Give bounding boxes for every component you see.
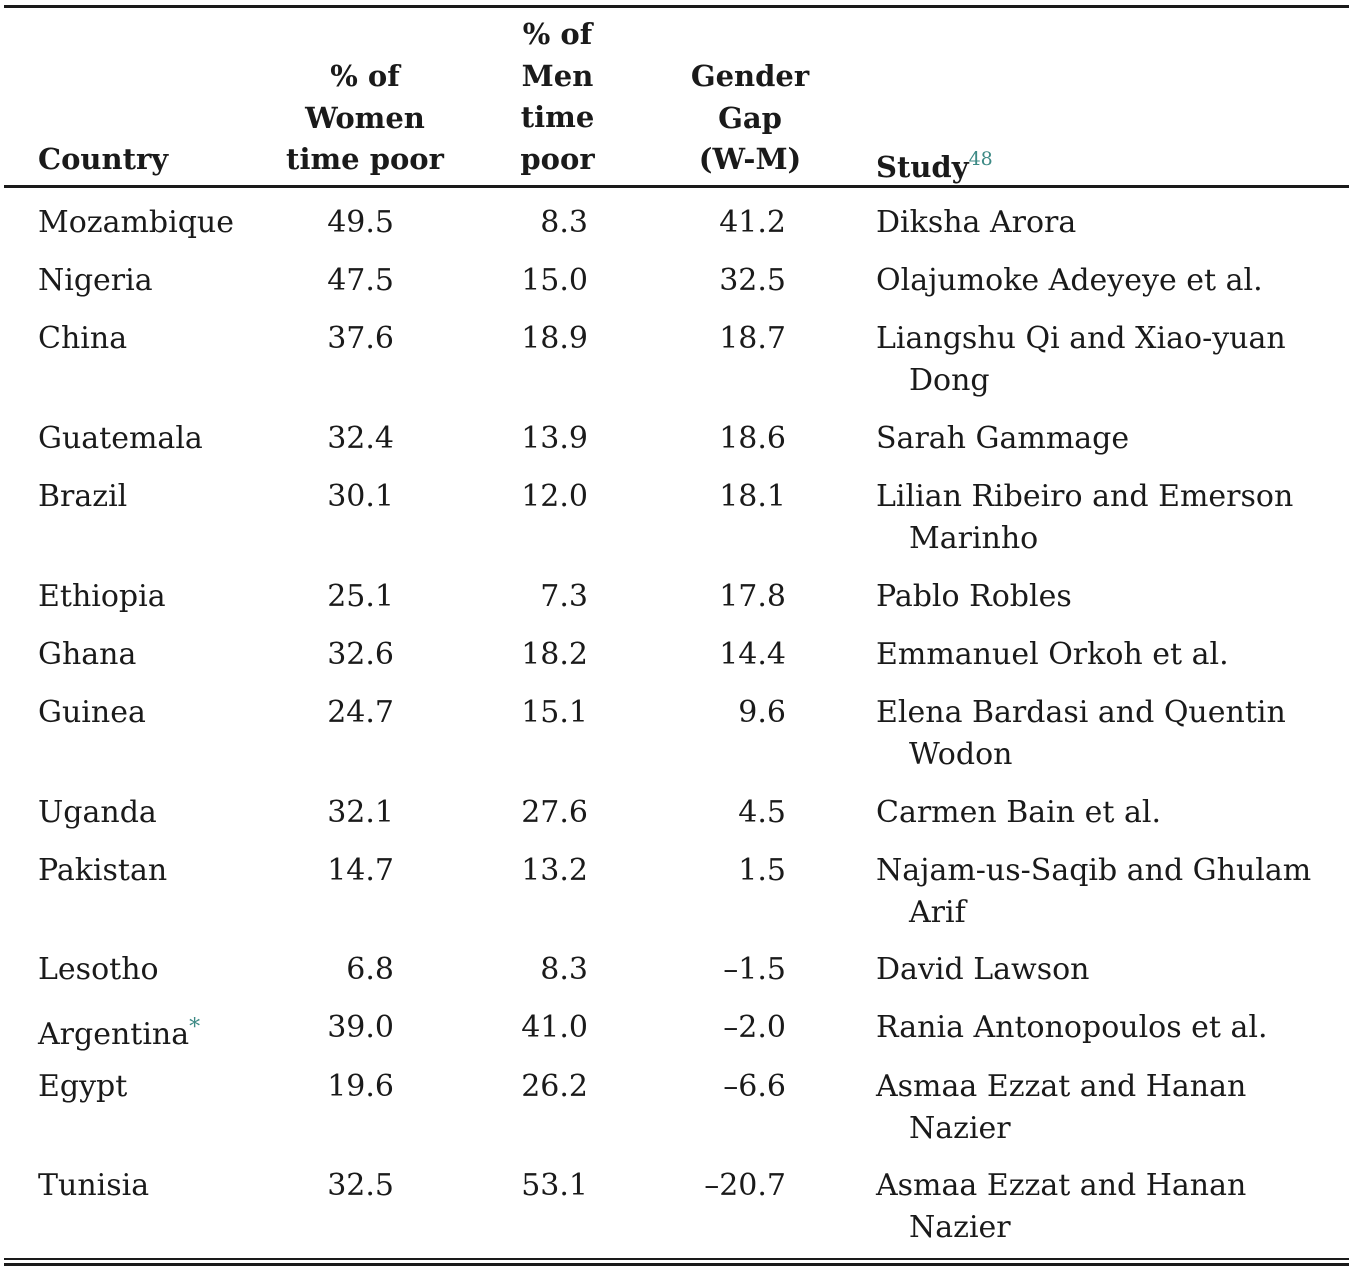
study-line: Olajumoke Adeyeye et al.: [876, 263, 1263, 298]
cell-study: [876, 850, 1316, 934]
cell-study: [876, 949, 1316, 991]
cell-women-pct: 32.5: [327, 1168, 394, 1203]
cell-country: Tunisia: [38, 1168, 150, 1203]
study-line: Nazier: [909, 1111, 1011, 1146]
study-line: Emmanuel Orkoh et al.: [876, 637, 1229, 672]
cell-gender-gap: 17.8: [719, 579, 786, 614]
cell-men-pct: 7.3: [540, 579, 588, 614]
cell-gender-gap: 14.4: [719, 637, 786, 672]
cell-study: [876, 418, 1316, 460]
cell-country: Guatemala: [38, 421, 203, 456]
cell-women-pct: 32.4: [327, 421, 394, 456]
study-line: Diksha Arora: [876, 205, 1077, 240]
cell-gender-gap: 1.5: [738, 853, 786, 888]
study-line: Marinho: [909, 521, 1039, 556]
study-line: Najam-us-Saqib and Ghulam: [876, 853, 1312, 888]
study-line: Asmaa Ezzat and Hanan: [876, 1069, 1247, 1104]
table-bottom-rule: [4, 1258, 1349, 1260]
cell-country: Uganda: [38, 795, 157, 830]
cell-country: Guinea: [38, 695, 146, 730]
study-line: Pablo Robles: [876, 579, 1072, 614]
cell-gender-gap: 18.6: [719, 421, 786, 456]
cell-country: Lesotho: [38, 952, 159, 987]
cell-country: Brazil: [38, 479, 128, 514]
cell-study: [876, 476, 1316, 560]
header-women-time-poor: % of Women time poor: [286, 59, 444, 176]
cell-study: [876, 792, 1316, 834]
cell-gender-gap: 4.5: [738, 795, 786, 830]
cell-men-pct: 27.6: [521, 795, 588, 830]
study-line: Elena Bardasi and Quentin: [876, 695, 1286, 730]
cell-women-pct: 32.1: [327, 795, 394, 830]
cell-gender-gap: –20.7: [704, 1168, 786, 1203]
study-line: Asmaa Ezzat and Hanan: [876, 1168, 1247, 1203]
header-men-time-poor: % of Men time poor: [520, 17, 595, 176]
cell-country: Pakistan: [38, 853, 168, 888]
footnote-marker[interactable]: *: [189, 1015, 201, 1040]
cell-study: [876, 318, 1316, 402]
table-bottom-rule-double: [4, 1263, 1349, 1266]
cell-men-pct: 41.0: [521, 1010, 588, 1045]
cell-women-pct: 47.5: [327, 263, 394, 298]
cell-women-pct: 32.6: [327, 637, 394, 672]
cell-women-pct: 49.5: [327, 205, 394, 240]
footnote-link[interactable]: 48: [968, 148, 993, 170]
study-line: Liangshu Qi and Xiao-yuan: [876, 321, 1286, 356]
header-country: Country: [38, 142, 169, 176]
study-line: Carmen Bain et al.: [876, 795, 1161, 830]
cell-study: [876, 202, 1316, 244]
cell-men-pct: 26.2: [521, 1069, 588, 1104]
cell-men-pct: 15.1: [521, 695, 588, 730]
cell-country: Nigeria: [38, 263, 153, 298]
cell-women-pct: 14.7: [327, 853, 394, 888]
cell-gender-gap: 18.7: [719, 321, 786, 356]
cell-men-pct: 18.9: [521, 321, 588, 356]
cell-gender-gap: 18.1: [719, 479, 786, 514]
cell-gender-gap: 32.5: [719, 263, 786, 298]
cell-gender-gap: –2.0: [723, 1010, 786, 1045]
cell-women-pct: 19.6: [327, 1069, 394, 1104]
cell-men-pct: 13.9: [521, 421, 588, 456]
cell-women-pct: 39.0: [327, 1010, 394, 1045]
cell-country: Argentina*: [38, 1015, 201, 1052]
cell-men-pct: 8.3: [540, 205, 588, 240]
header-rule: [4, 185, 1349, 188]
cell-country: Mozambique: [38, 205, 234, 240]
cell-study: [876, 634, 1316, 676]
cell-men-pct: 15.0: [521, 263, 588, 298]
cell-men-pct: 8.3: [540, 952, 588, 987]
study-line: Wodon: [909, 737, 1013, 772]
cell-country: Egypt: [38, 1069, 128, 1104]
study-line: Nazier: [909, 1210, 1011, 1245]
cell-study: [876, 260, 1316, 302]
header-study: Study$^{48}$: [876, 148, 993, 184]
cell-women-pct: 25.1: [327, 579, 394, 614]
study-line: Arif: [909, 895, 966, 930]
cell-gender-gap: –1.5: [723, 952, 786, 987]
cell-women-pct: 30.1: [327, 479, 394, 514]
cell-women-pct: 24.7: [327, 695, 394, 730]
cell-study: [876, 576, 1316, 618]
study-line: Lilian Ribeiro and Emerson: [876, 479, 1294, 514]
cell-men-pct: 53.1: [521, 1168, 588, 1203]
cell-study: [876, 1066, 1316, 1150]
cell-study: [876, 1007, 1316, 1049]
cell-men-pct: 18.2: [521, 637, 588, 672]
cell-gender-gap: 9.6: [738, 695, 786, 730]
cell-study: [876, 1165, 1316, 1249]
study-line: Rania Antonopoulos et al.: [876, 1010, 1268, 1045]
study-line: Sarah Gammage: [876, 421, 1130, 456]
cell-country: China: [38, 321, 128, 356]
cell-men-pct: 12.0: [521, 479, 588, 514]
cell-women-pct: 6.8: [346, 952, 394, 987]
cell-study: [876, 692, 1316, 776]
cell-gender-gap: 41.2: [719, 205, 786, 240]
cell-country: Ghana: [38, 637, 137, 672]
header-gender-gap: Gender Gap (W-M): [690, 59, 810, 176]
study-line: Dong: [909, 363, 990, 398]
cell-men-pct: 13.2: [521, 853, 588, 888]
cell-women-pct: 37.6: [327, 321, 394, 356]
cell-gender-gap: –6.6: [723, 1069, 786, 1104]
table-top-rule: [4, 5, 1349, 8]
study-line: David Lawson: [876, 952, 1090, 987]
cell-country: Ethiopia: [38, 579, 166, 614]
